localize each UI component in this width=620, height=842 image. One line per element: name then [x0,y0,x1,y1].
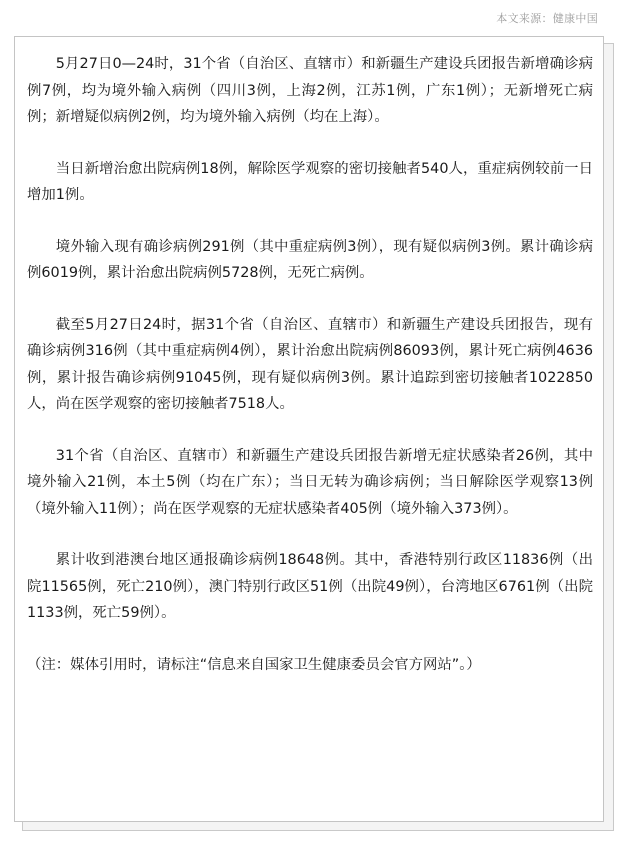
paragraph-hk-macao-taiwan: 累计收到港澳台地区通报确诊病例18648例。其中，香港特别行政区11836例（出院11565例，死亡210例），澳门特别行政区51例（出院49例），台湾地区6761例（出院1133例，死亡59例）。 [27,552,593,621]
paragraph-new-cases: 5月27日0—24时，31个省（自治区、直辖市）和新疆生产建设兵团报告新增确诊病例7例，均为境外输入病例（四川3例，上海2例，江苏1例，广东1例）；无新增死亡病例；新增疑似病例2例，均为境外输入病例（均在上海）。 [27,56,593,125]
paragraph-imported-cases: 境外输入现有确诊病例291例（其中重症病例3例），现有疑似病例3例。累计确诊病例6019例，累计治愈出院病例5728例，无死亡病例。 [27,238,593,281]
paragraph-asymptomatic: 31个省（自治区、直辖市）和新疆生产建设兵团报告新增无症状感染者26例，其中境外输入21例，本土5例（均在广东）；当日无转为确诊病例；当日解除医学观察13例（境外输入11例）；尚在医学观察的无症状感染者405例（境外输入373例）。 [27,447,593,517]
article-frame [14,36,604,822]
article-content [27,51,593,703]
paragraph-recoveries: 当日新增治愈出院病例18例，解除医学观察的密切接触者540人，重症病例较前一日增加1例。 [27,160,593,203]
citation-note: （注：媒体引用时，请标注“信息来自国家卫生健康委员会官方网站”。） [27,656,481,673]
source-label: 本文来源：健康中国 [496,12,598,25]
paragraph-cumulative-totals: 截至5月27日24时，据31个省（自治区、直辖市）和新疆生产建设兵团报告，现有确诊病例316例（其中重症病例4例），累计治愈出院病例86093例，累计死亡病例4636例，累计报告确诊病例91045例，现有疑似病例3例。累计追踪到密切接触者1022850人，尚在医学观察的密切接触者7518人。 [27,316,593,412]
